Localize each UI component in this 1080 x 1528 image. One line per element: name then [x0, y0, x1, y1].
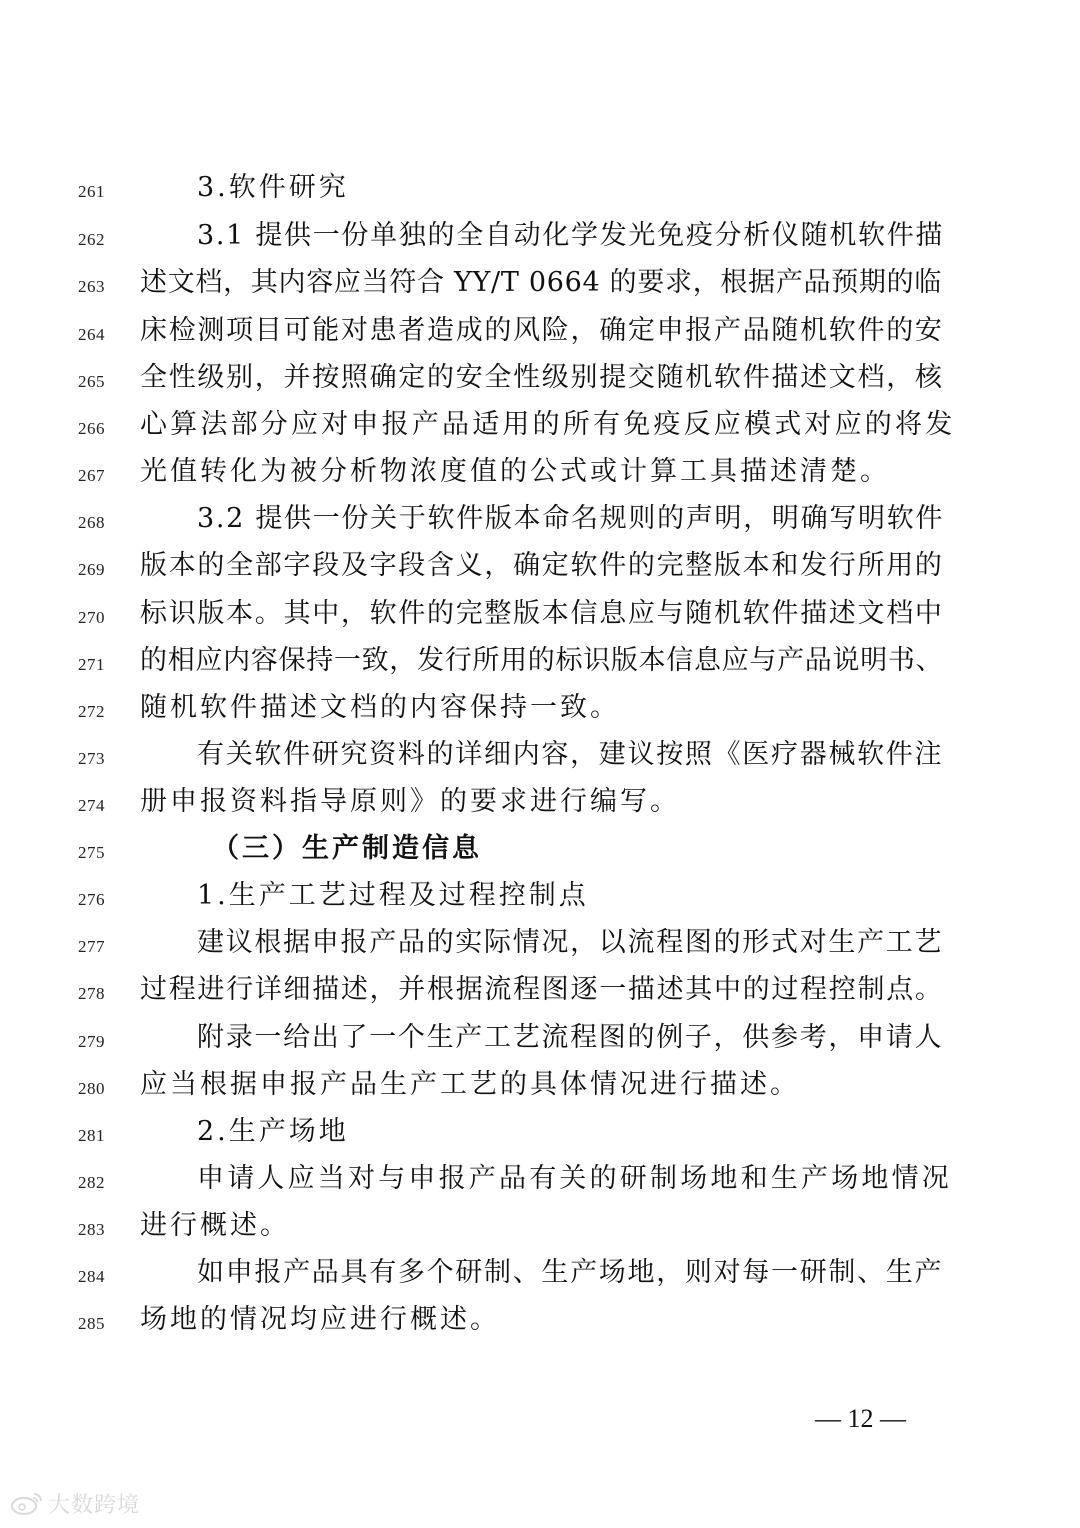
text-line — [0, 168, 1080, 208]
text-line — [0, 1065, 1080, 1105]
text-line — [0, 1112, 1080, 1152]
line-number: 261 — [78, 182, 105, 201]
paragraph-text: 应当根据申报产品生产工艺的具体情况进行描述。 — [140, 1069, 800, 1100]
text-line — [0, 358, 1080, 398]
paragraph-text: 场地的情况均应进行概述。 — [140, 1304, 500, 1335]
paragraph-text: 过程进行详细描述，并根据流程图逐一描述其中的过程控制点。 — [140, 974, 944, 1005]
text-line — [0, 311, 1080, 351]
line-number: 283 — [78, 1220, 105, 1239]
text-line — [0, 263, 1080, 303]
text-line — [0, 641, 1080, 681]
line-number: 282 — [78, 1173, 105, 1192]
line-number: 273 — [78, 749, 105, 768]
line-number: 276 — [78, 890, 105, 909]
paragraph-text: 全性级别，并按照确定的安全性级别提交随机软件描述文档，核 — [140, 362, 944, 393]
paragraph-text: 述文档，其内容应当符合 YY/T 0664 的要求，根据产品预期的临 — [140, 267, 943, 298]
line-number: 277 — [78, 937, 105, 956]
line-number: 270 — [78, 608, 105, 627]
paragraph-text: 心算法部分应对申报产品适用的所有免疫反应模式对应的将发 — [140, 409, 956, 440]
text-line — [0, 546, 1080, 586]
text-line — [0, 1206, 1080, 1246]
text-line — [0, 735, 1080, 775]
paragraph-text: 床检测项目可能对患者造成的风险，确定申报产品随机软件的安 — [140, 315, 944, 346]
line-number: 265 — [78, 372, 105, 391]
line-number: 271 — [78, 655, 105, 674]
paragraph-text: 有关软件研究资料的详细内容，建议按照《医疗器械软件注 — [197, 739, 944, 770]
paragraph-text: 的相应内容保持一致，发行所用的标识版本信息应与产品说明书、 — [140, 645, 944, 676]
paragraph-text: 标识版本。其中，软件的完整版本信息应与随机软件描述文档中 — [140, 598, 944, 629]
text-line — [0, 499, 1080, 539]
paragraph-text: 光值转化为被分析物浓度值的公式或计算工具描述清楚。 — [140, 456, 890, 487]
text-line — [0, 405, 1080, 445]
line-number: 285 — [78, 1314, 105, 1333]
text-line — [0, 829, 1080, 869]
text-line — [0, 688, 1080, 728]
watermark — [10, 1488, 140, 1518]
text-line — [0, 594, 1080, 634]
section-heading: （三）生产制造信息 — [212, 833, 482, 864]
paragraph-text: 申请人应当对与申报产品有关的研制场地和生产场地情况 — [197, 1163, 952, 1194]
line-number: 267 — [78, 466, 105, 485]
line-number: 264 — [78, 325, 105, 344]
text-line — [0, 1253, 1080, 1293]
line-number: 275 — [78, 843, 105, 862]
line-number: 281 — [78, 1126, 105, 1145]
paragraph-text: 进行概述。 — [140, 1210, 290, 1241]
page-number: — 12 — — [815, 1404, 906, 1433]
line-number: 269 — [78, 560, 105, 579]
watermark-text: 大数跨境 — [48, 1492, 141, 1518]
section-heading: 2.生产场地 — [197, 1116, 349, 1147]
line-number: 279 — [78, 1032, 105, 1051]
section-heading: 3.软件研究 — [197, 172, 349, 203]
text-line — [0, 1018, 1080, 1058]
paragraph-text: 建议根据申报产品的实际情况，以流程图的形式对生产工艺 — [197, 927, 944, 958]
line-number: 280 — [78, 1079, 105, 1098]
paragraph-text: 如申报产品具有多个研制、生产场地，则对每一研制、生产 — [197, 1257, 944, 1288]
text-line — [0, 216, 1080, 256]
line-number: 263 — [78, 277, 105, 296]
section-heading: 1.生产工艺过程及过程控制点 — [197, 880, 589, 911]
line-number: 274 — [78, 796, 105, 815]
paragraph-text: 附录一给出了一个生产工艺流程图的例子，供参考，申请人 — [197, 1022, 944, 1053]
paragraph-text: 册申报资料指导原则》的要求进行编写。 — [140, 786, 680, 817]
text-line — [0, 782, 1080, 822]
text-line — [0, 970, 1080, 1010]
line-number: 284 — [78, 1267, 105, 1286]
paragraph-text: 3.1 提供一份单独的全自动化学发光免疫分析仪随机软件描 — [197, 220, 945, 251]
text-line — [0, 1159, 1080, 1199]
text-line — [0, 1300, 1080, 1340]
line-number: 268 — [78, 513, 105, 532]
text-line — [0, 452, 1080, 492]
weibo-logo-icon — [10, 1490, 44, 1516]
line-number: 262 — [78, 230, 105, 249]
text-line — [0, 923, 1080, 963]
line-number: 278 — [78, 984, 105, 1003]
paragraph-text: 版本的全部字段及字段含义，确定软件的完整版本和发行所用的 — [140, 550, 944, 581]
line-number: 266 — [78, 419, 105, 438]
text-line — [0, 876, 1080, 916]
paragraph-text: 随机软件描述文档的内容保持一致。 — [140, 692, 620, 723]
paragraph-text: 3.2 提供一份关于软件版本命名规则的声明，明确写明软件 — [197, 503, 945, 534]
line-number: 272 — [78, 702, 105, 721]
